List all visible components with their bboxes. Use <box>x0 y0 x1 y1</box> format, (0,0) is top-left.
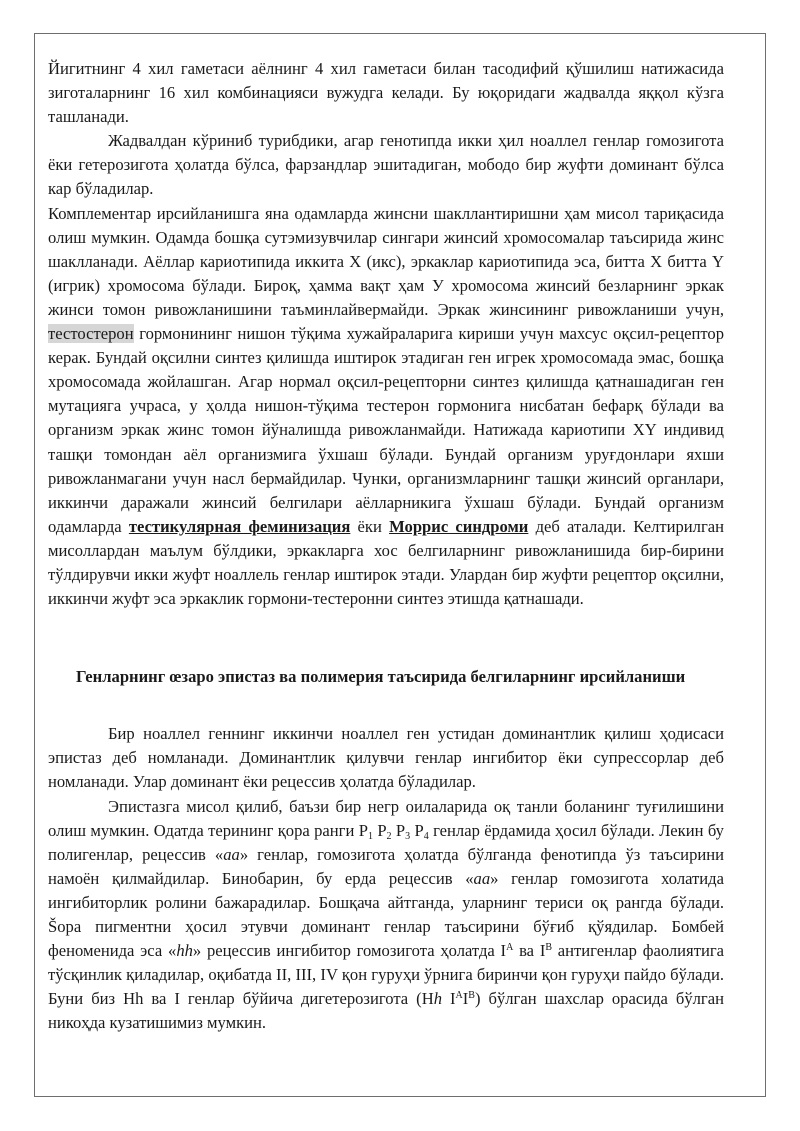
paragraph-epistasis-definition: Бир ноаллел геннинг иккинчи ноаллел ген устидан доминантлик қилиш ҳодисаси эпистаз деб номланади. Доминантлик қилувчи генлар ингибитор ёки супрессорлар деб номланади. Улар доминант ёки рецессив ҳолатда бўладилар. <box>48 724 724 792</box>
section-heading: Генларнинг œзаро эпистаз ва полимерия таъсирида белгиларнинг ирсийланиши <box>76 667 686 687</box>
term-testicular-feminization: тестикулярная феминизация <box>128 516 351 536</box>
paragraph-epistasis-example: Эпистазга мисол қилиб, баъзи бир негр оилаларида оқ танли боланинг туғилишини олиш мумкин. Одатда терининг қора ранги $P_1$ $P_2$ $P_3$ $P_4$ генлар ёрдамида ҳосил бўлади. Лекин бу полигенлар, рецессив «аа» генлар, гомозигота ҳолатда бўлганда фенотипда ўз таъсирини намоён қилмайдилар. Бинобарин, бу ерда рецессив «аа» генлар гомозигота холатида ингибиторлик ролини бажарадилар. Бошқача айтганда, уларнинг териси оқ рангда бўлади. Šора пигментни ҳосил этувчи доминант генлар таъсирини бўғиб қўядилар. Бомбей феноменида эса «hh» рецессив ингибитор гомозигота ҳолатда $I^A$ ва $I^B$ антигенлар фаолиятига тўсқинлик қиладилар, оқибатда II, III, IV қон гуруҳи ўрнига биринчи қон гуруҳи пайдо бўлади. Буни биз Hh ва I генлар бўйича дигетерозигота (Hh $I^AI^B$) бўлган шахслар орасида бўлган никоҳда кузатишимиз мумкин. <box>48 796 725 1033</box>
paragraph-deafness-table: Жадвалдан кўриниб турибдики, агар генотипда икки ҳил ноаллел генлар гомозигота ёки гетерозигота ҳолатда бўлса, фарзандлар эшитадиган, мободо бир жуфти доминант бўлса кар бўладилар. <box>48 131 724 199</box>
document-page <box>48 57 724 1035</box>
highlighted-term-testosterone: тестостерон <box>48 324 134 344</box>
term-morris-syndrome: Моррис синдроми <box>389 516 529 536</box>
paragraph-gamete-combinations: Йигитнинг 4 хил гаметаси аёлнинг 4 хил гаметаси билан тасодифий қўшилиш натижасида зиготаларнинг 16 хил комбинацияси вужудга келади. Бу юқоридаги жадвалда яққол кўзга ташланади. <box>48 59 724 127</box>
paragraph-sex-determination: Комплементар ирсийланишга яна одамларда жинсни шакллантиришни ҳам мисол тариқасида олиш мумкин. Одамда бошқа сутэмизувчилар сингари жинсий хромосомалар таъсирида жинс шаклланади. Аёллар кариотипида иккита X (икс), эркаклар кариотипида эса, битта X битта Y (игрик) хромосома бўлади. Бироқ, ҳамма вақт ҳам У хромосома жинсий безларнинг эркак жинси томон ривожланишини таъминлайвермайди. Эркак жинсининг ривожланиши учун, тестостерон гормонининг нишон тўқима хужайраларига кириши учун махсус оқсил-рецептор керак. Бундай оқсилни синтез қилишда иштирок этадиган ген игрек хромосомада эмас, бошқа хромосомада жойлашган. Агар нормал оқсил-рецепторни синтез қилишда қатнашадиган ген мутацияга учраса, у ҳолда нишон-тўқима тестерон гормонига нисбатан бефарқ бўлади ва организм эркак жинс томон йўналишда ривожланмайди. Натижада кариотипи XY индивид ташқи томондан аёл организмига ўхшаш бўлади. Бундай организм уруғдонлари яхши ривожланмагани учун насл бермайдилар. Чунки, организмларнинг ташқи жинсий органлари, иккинчи даражали жинсий белгилари аёлларникига ўхшаш бўлади. Бундай организм одамларда тестикулярная феминизация ёки Моррис синдроми деб аталади. Келтирилган мисоллардан маълум бўлдики, эркакларга хос белгиларнинг ривожланишида бир-бирини тўлдирувчи икки жуфт ноаллель генлар иштирок этади. Улардан бир жуфти рецептор оқсилни, иккинчи жуфт эса эркаклик гормони-тестеронни синтез этишда қатнашади. <box>48 203 724 609</box>
spacer <box>48 689 724 722</box>
